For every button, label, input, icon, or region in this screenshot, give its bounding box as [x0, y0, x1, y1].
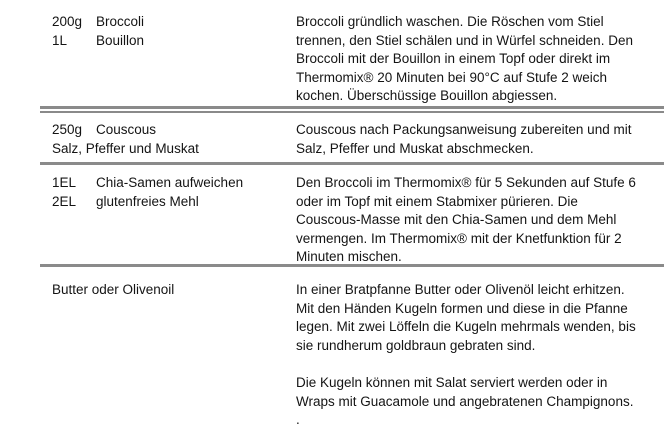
- ingredient-name: Couscous: [96, 122, 157, 137]
- instruction-text: [296, 174, 656, 267]
- ingredient-list: [52, 281, 282, 300]
- ingredient-line: [52, 121, 282, 140]
- instruction-line: Minuten mischen.: [296, 249, 402, 265]
- ingredient-name: glutenfreies Mehl: [96, 193, 199, 209]
- section-divider: [40, 106, 664, 109]
- instruction-line: Broccoli gründlich waschen. Die Röschen vom Stiel: [296, 14, 604, 29]
- ingredient-quantity: 1L: [52, 32, 68, 48]
- instruction-text: [296, 121, 656, 158]
- instruction-text: [296, 13, 656, 106]
- instruction-line: Thermomix® 20 Minuten bei 90°C auf Stufe 2 weich: [296, 69, 607, 85]
- ingredient-name: Broccoli: [96, 14, 145, 29]
- ingredient-name: Butter oder Olivenoil: [52, 282, 175, 297]
- instruction-line: Die Kugeln können mit Salat serviert werden oder in: [296, 374, 608, 390]
- instruction-line: Den Broccoli im Thermomix® für 5 Sekunden auf Stufe 6: [296, 175, 636, 190]
- ingredient-line: [52, 140, 282, 159]
- ingredient-line: [52, 32, 282, 51]
- ingredient-quantity: 1EL: [52, 175, 77, 190]
- ingredient-list: [52, 13, 282, 50]
- ingredient-line: [52, 281, 282, 300]
- instruction-line: Salz, Pfeffer und Muskat abschmecken.: [296, 140, 534, 156]
- instruction-line: Broccoli mit der Bouillon in einem Topf oder direkt im: [296, 51, 611, 67]
- instruction-text: [296, 281, 656, 430]
- instruction-line: vermengen. Im Thermomix® mit der Knetfunktion für 2: [296, 230, 622, 246]
- instruction-line: Couscous-Masse mit den Chia-Samen und dem Mehl: [296, 212, 617, 228]
- section-divider: [40, 264, 664, 267]
- ingredient-line: [52, 174, 282, 193]
- instruction-line: .: [296, 412, 300, 428]
- ingredient-list: [52, 174, 282, 211]
- instruction-line: Wraps mit Guacamole und angebratenen Champignons.: [296, 393, 634, 409]
- ingredient-list: [52, 121, 282, 158]
- ingredient-line: [52, 13, 282, 32]
- instruction-line: Mit den Händen Kugeln formen und diese in die Pfanne: [296, 300, 628, 316]
- instruction-line: Couscous nach Packungsanweisung zubereiten und mit: [296, 122, 632, 137]
- ingredient-name: Chia-Samen aufweichen: [96, 175, 244, 190]
- ingredient-quantity: 250g: [52, 122, 83, 137]
- instruction-line: oder im Topf mit einem Stabmixer pürieren. Die: [296, 193, 578, 209]
- instruction-line: kochen. Überschüssige Bouillon abgiessen.: [296, 88, 558, 104]
- ingredient-line: [52, 193, 282, 212]
- ingredient-name: Salz, Pfeffer und Muskat: [52, 140, 199, 156]
- instruction-line: legen. Mit zwei Löffeln die Kugeln mehrmals wenden, bis: [296, 319, 636, 335]
- section-divider: [40, 162, 664, 165]
- ingredient-name: Bouillon: [96, 32, 145, 48]
- ingredient-quantity: 200g: [52, 14, 83, 29]
- section-divider: [40, 111, 664, 113]
- instruction-line: [296, 355, 656, 374]
- instruction-line: trennen, den Stiel schälen und in Würfel schneiden. Den: [296, 32, 633, 48]
- instruction-line: In einer Bratpfanne Butter oder Olivenöl leicht erhitzen.: [296, 282, 625, 297]
- ingredient-quantity: 2EL: [52, 193, 77, 209]
- instruction-line: sie rundherum goldbraun gebraten sind.: [296, 337, 536, 353]
